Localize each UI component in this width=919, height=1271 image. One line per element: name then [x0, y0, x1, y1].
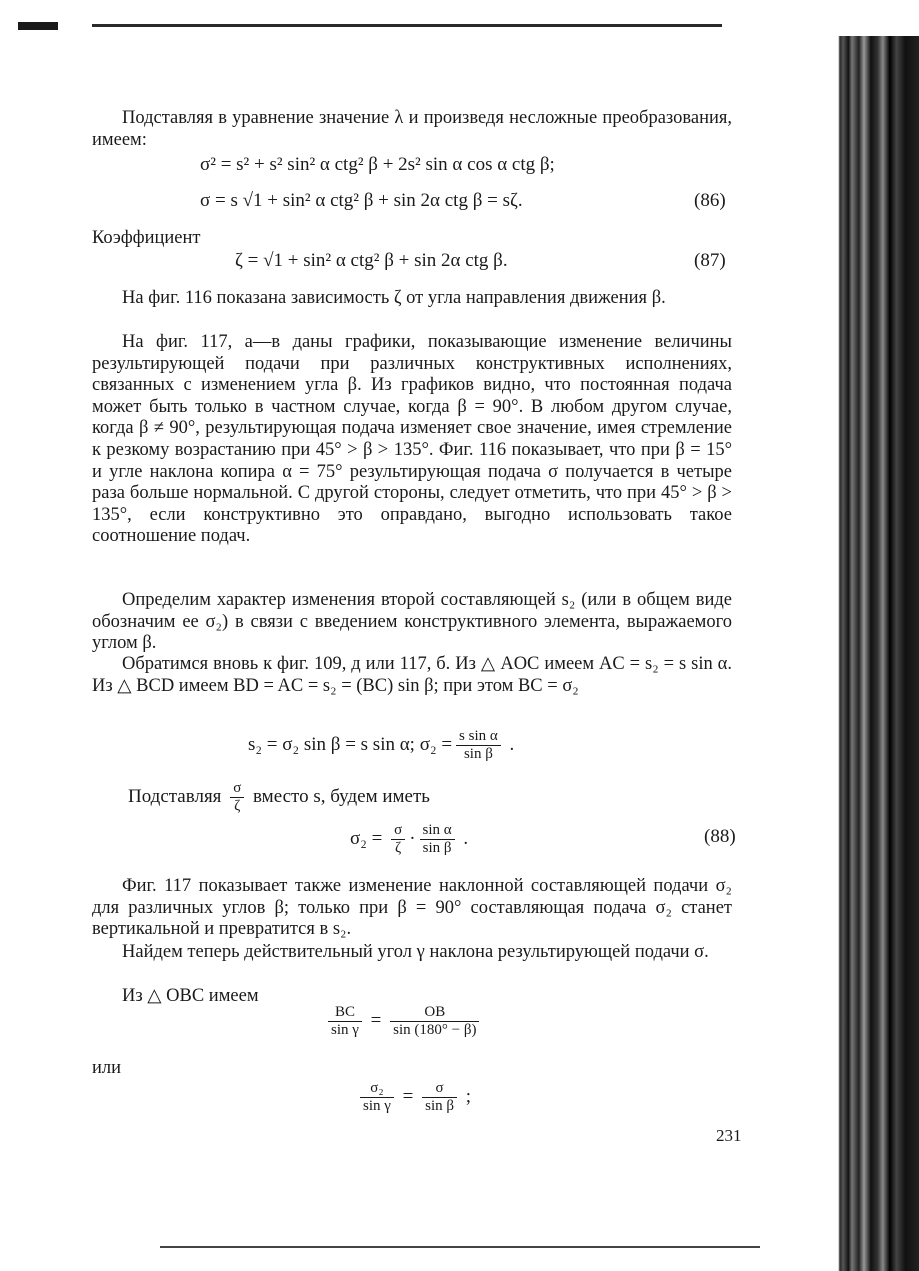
page-number: 231 [716, 1126, 742, 1145]
triangle-obc-text: Из △ OBC имеем [122, 986, 259, 1006]
book-spine-shadow [833, 36, 919, 1271]
paragraph-1 [92, 108, 732, 151]
paragraph-8 [92, 942, 732, 964]
substitution-line: Подставляя $\frac{\sigma}{\zeta}$ вместо s, будем иметь [128, 780, 430, 814]
inclined-component-text: Фиг. 117 показывает также изменение наклонной составляющей подачи σ₂ для различных углов β; только при β = 90° составляющая подача σ₂ станет вертикальной и превратится в s₂. [92, 876, 732, 940]
triangle-text: Обратимся вновь к фиг. 109, д или 117, б. Из △ AOC имеем AC = s₂ = s sin α. Из △ BCD имеем BD = AC = s₂ = (BC) sin β; при этом BC = σ₂ [92, 654, 732, 696]
fraction-sigma-zeta: $\frac{\sigma}{\zeta}$ [230, 780, 244, 815]
fig116-text: На фиг. 116 показана зависимость ζ от угла направления движения β. [122, 288, 666, 308]
paragraph-2 [92, 288, 732, 310]
angle-gamma-text: Найдем теперь действительный угол γ наклона результирующей подачи σ. [122, 942, 709, 962]
coefficient-label: Коэффициент [92, 228, 201, 248]
equation-s2-left: s₂ = σ₂ sin β = s sin α; σ₂ = [248, 733, 453, 755]
fig117-text: На фиг. 117, а—в даны графики, показывающие изменение величины результирующей подачи при различных конструктивных исполнениях, связанных с изменением угла β. Из графиков видно, что постоянная подача может быть только в частном случае, когда β = 90°. В любом другом случае, когда β ≠ 90°, результирующая подача изменяет свое значение, имея стремление к резкому возрастанию при 45° > β > 135°. Фиг. 116 показывает, что при β = 15° и угле наклона копира α = 75° результирующая подача σ получается в четыре раза больше нормальной. С другой стороны, следует отметить, что при 45° > β > 135°, если конструктивно это оправдано, выгодно использовать такое соотношение подач. [92, 332, 732, 547]
paragraph-3 [92, 332, 732, 548]
equation-s2: s₂ = σ₂ sin β = s sin α; σ₂ = $\frac{\text{s sin α}}{\text{sin β}}$ . [248, 728, 515, 762]
fraction-s-sin-alpha: $\frac{\text{s sin α}}{\text{sin β}}$ [456, 728, 501, 763]
paragraph-7 [92, 876, 732, 941]
paragraph-4 [92, 590, 732, 655]
equation-number-88: (88) [704, 826, 736, 847]
equation-sine-rule-2: $\frac{\text{σ₂}}{\text{sin γ}}$ = $\frac{\sigma}{\text{sin β}}$ ; [356, 1080, 471, 1115]
header-rule [92, 24, 722, 27]
intro-text: Подставляя в уравнение значение λ и произведя несложные преобразования, имеем: [92, 108, 732, 150]
coefficient-label-block [92, 228, 732, 250]
equation-86: σ = s √1 + sin² α ctg² β + sin 2α ctg β = sζ. [200, 190, 523, 211]
equation-88: σ₂ = $\frac{\sigma}{\zeta}$ · $\frac{\text{sin α}}{\text{sin β}}$ . [350, 822, 469, 856]
or-label: или [92, 1058, 122, 1078]
equation-sigma-squared: σ² = s² + s² sin² α ctg² β + 2s² sin α cos α ctg β; [200, 154, 555, 175]
equation-87: ζ = √1 + sin² α ctg² β + sin 2α ctg β. [235, 250, 508, 271]
paragraph-5 [92, 654, 732, 697]
footer-rule [160, 1246, 760, 1248]
equation-number-86: (86) [694, 190, 726, 211]
scan-mark [18, 22, 58, 30]
equation-number-87: (87) [694, 250, 726, 271]
equation-sine-rule-1: $\frac{BC}{\text{sin γ}}$ = $\frac{OB}{\sin (180^\circ - \beta)}$ [324, 1004, 483, 1039]
second-component-text: Определим характер изменения второй составляющей s₂ (или в общем виде обозначим ее σ₂) в связи с введением конструктивного элемента, выражаемого углом β. [92, 590, 732, 654]
or-label-block [92, 1058, 732, 1080]
